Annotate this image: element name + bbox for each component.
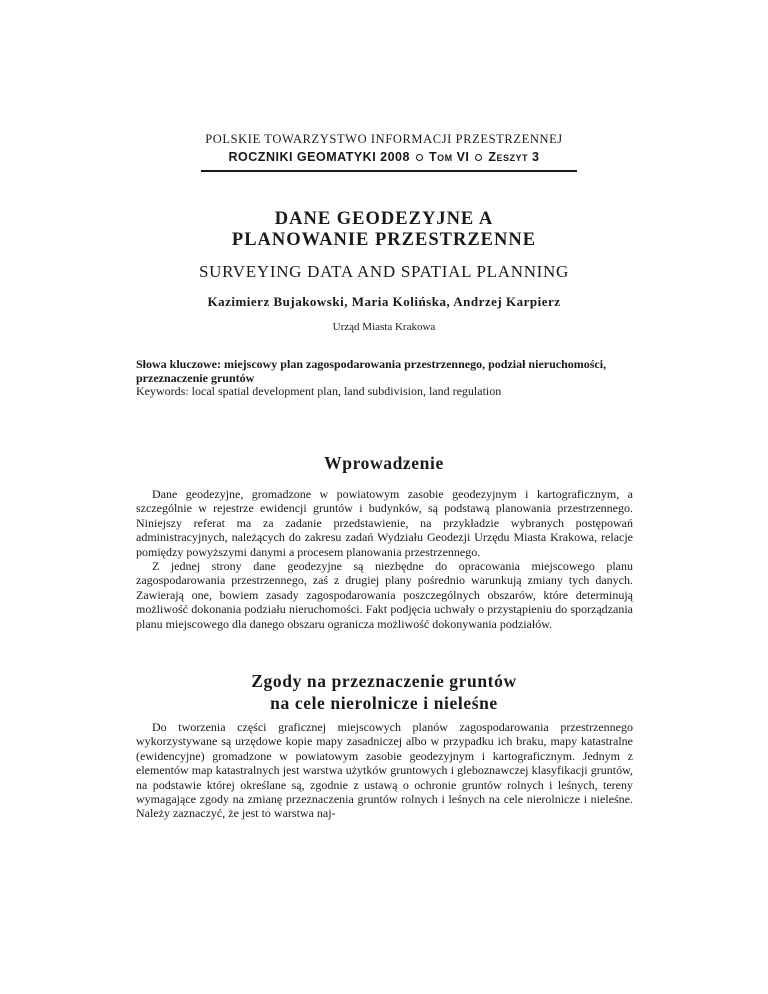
paragraph: Z jednej strony dane geodezyjne są niezbędne do opracowania miejscowego planu zagospodarowania przestrzennego, zaś z drugiej plany pośrednio warunkują zmiany tych danych. Zawierają one, bowiem zasady zagospodarowania poszczególnych obszarów, które determinują możliwość dokonania podziału nieruchomości. Fakt podjęcia uchwały o przystąpieniu do sporządzania planu miejscowego dla danego obszaru ogranicza możliwość dokonywania podziałów. [136, 559, 633, 631]
paragraph: Do tworzenia części graficznej miejscowych planów zagospodarowania przestrzennego wykorzystywane są urzędowe kopie mapy zasadniczej albo w przypadku ich braku, mapy katastralne (ewidencyjne) gromadzone w powiatowym zasobie geodezyjnym i kartograficznym. Jednym z elementów map katastralnych jest warstwa użytków gruntowych i gleboznawczej klasyfikacji gruntów, na podstawie której określane są, zgodnie z ustawą o ochronie gruntów rolnych i leśnych, tereny wymagające zgody na zmianę przeznaczenia gruntów rolnych i leśnych na cele nierolnicze i nieleśne. Należy zaznaczyć, że jest to warstwa naj- [136, 720, 633, 821]
circle-separator-icon [416, 154, 423, 161]
heading-line: na cele nierolnicze i nieleśne [270, 693, 498, 713]
section-heading-introduction: Wprowadzenie [324, 453, 444, 473]
section-body-land-use [136, 720, 633, 821]
paper-title-english: SURVEYING DATA AND SPATIAL PLANNING [199, 262, 569, 281]
section-body-introduction [136, 487, 633, 631]
issue-label: Zeszyt 3 [488, 150, 540, 164]
society-name: POLSKIE TOWARZYSTWO INFORMACJI PRZESTRZENNEJ [205, 132, 563, 146]
paragraph: Dane geodezyjne, gromadzone w powiatowym zasobie geodezyjnym i kartograficznym, a szczególnie w rejestrze ewidencji gruntów i budynków, są podstawą planowania przestrzennego. Niniejszy referat ma za zadanie przedstawienie, na przykładzie wybranych postępowań administracyjnych, należących do zakresu zadań Wydziału Geodezji Urzędu Miasta Krakowa, relacje pomiędzy powyższymi danymi a procesem planowania przestrzennego. [136, 487, 633, 559]
journal-name: ROCZNIKI GEOMATYKI 2008 [228, 150, 410, 164]
affiliation: Urząd Miasta Krakowa [332, 321, 436, 333]
authors: Kazimierz Bujakowski, Maria Kolińska, Andrzej Karpierz [207, 294, 561, 309]
keywords-block [136, 358, 636, 399]
keywords-english: Keywords: local spatial development plan, land subdivision, land regulation [136, 384, 502, 398]
journal-header [0, 150, 768, 164]
section-heading-land-use [0, 670, 768, 714]
volume-label: Tom VI [428, 150, 470, 164]
circle-separator-icon [475, 154, 482, 161]
header-rule [201, 170, 577, 172]
keywords-polish: Słowa kluczowe: miejscowy plan zagospodarowania przestrzennego, podział nieruchomości, przeznaczenie gruntów [136, 357, 607, 385]
paper-title-polish: DANE GEODEZYJNE A PLANOWANIE PRZESTRZENNE [231, 209, 537, 250]
heading-line: Zgody na przeznaczenie gruntów [251, 671, 517, 691]
